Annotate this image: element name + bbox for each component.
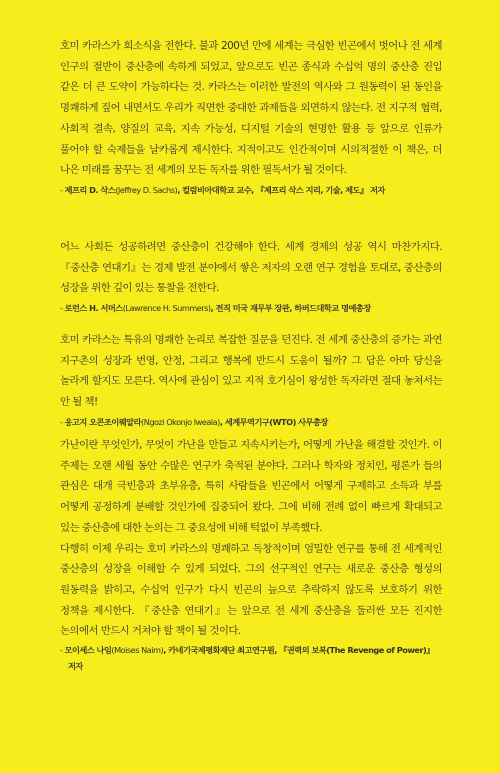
endorsement-text: 호미 카라스는 특유의 명쾌한 논리로 복잡한 질문을 던진다. 전 세계 중산층의 증가는 과연 지구촌의 성장과 번영, 안정, 그리고 행복에 반드시 도움이 될까? 그 답은 아마 당신을 놀라게 할지도 모른다. 역사에 관심이 있고 지적 호기심이 왕성한 독자라면 절대 놓쳐서는 안 될 책! xyxy=(60,334,442,409)
attribution-original-name: (Lawrence H. Summers) xyxy=(122,303,211,314)
endorsement-attribution xyxy=(60,413,442,431)
endorsement-text: 호미 카라스가 희소식을 전한다. 불과 200년 만에 세계는 극심한 빈곤에서 벗어나 전 세계 인구의 절반이 중산층에 속하게 되었고, 앞으로도 빈곤 종식과 수십억 명의 중산층 진입 같은 더 큰 도약이 가능하다는 것. 카라스는 이러한 발전의 역사와 그 원동력이 된 동인을 명쾌하게 짚어 내면서도 우리가 직면한 중대한 과제들을 외면하지 않는다. 전 지구적 협력, 사회적 결속, 양질의 교육, 지속 가능성, 디지털 기술의 현명한 활용 등 앞으로 인류가 풀어야 할 숙제들을 날카롭게 제시한다. 지적이고도 인간적이며 시의적절한 이 책은, 더 나은 미래를 꿈꾸는 전 세계의 모든 독자를 위한 필독서가 될 것이다. xyxy=(60,40,442,177)
endorsement-attribution xyxy=(60,299,442,317)
attribution-role: , 세계무역기구(WTO) 사무총장 xyxy=(219,416,328,427)
attribution-dash: - xyxy=(60,645,65,656)
attribution-name: 제프리 D. 삭스 xyxy=(64,184,116,195)
attribution-name: 로런스 H. 서머스 xyxy=(64,303,123,314)
attribution-original-name: (Ngozi Okonjo Iweala) xyxy=(141,416,220,427)
attribution-original-name: (Moises Naim) xyxy=(111,645,164,656)
attribution-name: 모이세스 나임 xyxy=(64,645,112,656)
attribution-name: 응고지 오콘조이웨알라 xyxy=(64,416,142,427)
attribution-role: , 카네기국제평화재단 최고연구원, 『권력의 보복(The Revenge of Power)』 저자 xyxy=(68,645,434,672)
endorsement-naim xyxy=(60,435,442,674)
attribution-dash: - xyxy=(60,303,65,314)
endorsement-text-continued: 다행히 이제 우리는 호미 카라스의 명쾌하고 독창적이며 엄밀한 연구를 통해 전 세계적인 중산층의 성장을 이해할 수 있게 되었다. 그의 선구적인 연구는 새로운 중산층 형성의 원동력을 밝히고, 수십억 인구가 다시 빈곤의 늪으로 추락하지 않도록 보호하기 위한 정책을 제시한다. 『중산층 연대기』는 앞으로 전 세계 중산층을 둘러싼 모든 진지한 논의에서 반드시 거쳐야 할 책이 될 것이다. xyxy=(60,542,442,638)
endorsement-text: 가난이란 무엇인가, 무엇이 가난을 만들고 지속시키는가, 어떻게 가난을 해결할 것인가. 이 주제는 오랜 세월 동안 수많은 연구가 축적된 분야다. 그러나 학자와 정치인, 평론가 들의 관심은 대개 극빈층과 초부유층, 특히 사람들을 빈곤에서 어떻게 구제하고 소득과 부를 어떻게 공정하게 분배할 것인가에 집중되어 왔다. 그에 비해 전례 없이 빠르게 확대되고 있는 중산층에 대한 논의는 그 중요성에 비해 턱없이 부족했다. xyxy=(60,439,442,534)
endorsement-okonjo-iweala xyxy=(60,330,442,431)
endorsement-summers xyxy=(60,237,442,317)
endorsement-attribution xyxy=(60,181,442,199)
attribution-dash: - xyxy=(60,416,65,427)
attribution-role: , 전직 미국 재무부 장관, 하버드대학교 명예총장 xyxy=(210,303,371,314)
attribution-original-name: (Jeffrey D. Sachs) xyxy=(115,184,178,195)
attribution-dash: - xyxy=(60,184,65,195)
endorsement-attribution xyxy=(60,642,442,674)
endorsement-text: 어느 사회든 성공하려면 중산층이 건강해야 한다. 세계 경제의 성공 역시 마찬가지다. 『중산층 연대기』는 경제 발전 분야에서 쌓은 저자의 오랜 연구 경험을 토대로, 중산층의 성장을 위한 깊이 있는 통찰을 전한다. xyxy=(60,241,442,295)
endorsement-sachs xyxy=(60,36,442,199)
attribution-role: , 컬럼비아대학교 교수, 『제프리 삭스 지리, 기술, 제도』 저자 xyxy=(177,184,385,195)
